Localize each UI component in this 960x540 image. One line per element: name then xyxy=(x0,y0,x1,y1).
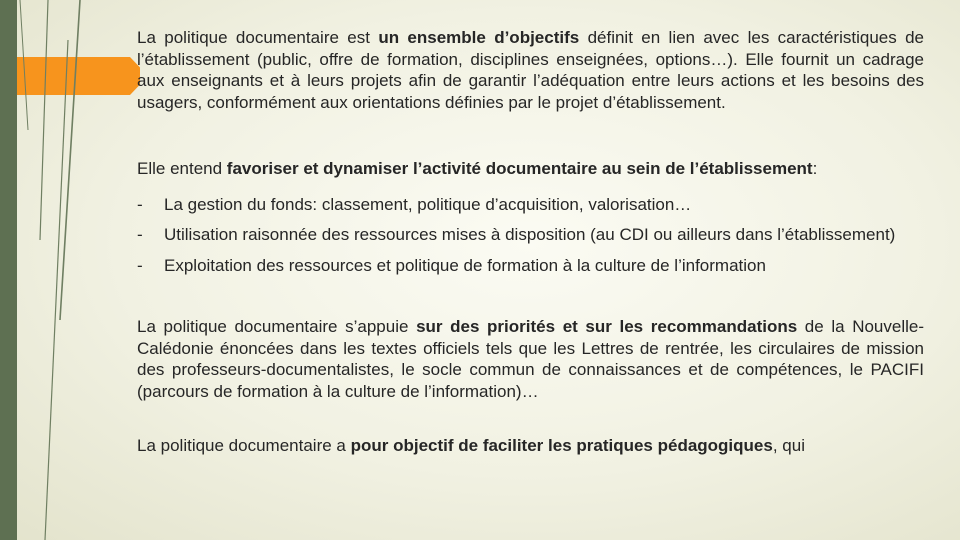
paragraph-4-bold: pour objectif de faciliter les pratiques pédagogiques xyxy=(350,436,773,455)
paragraph-3-text-b: de la Nouvelle-Calédonie énoncées dans les textes officiels tels que les Lettres de rentrée, les circulaires de mission des professeurs-documentalistes, le socle commun de connaissances et de compétences, le PACIFI (parcours de formation à la culture de l’information)… xyxy=(137,317,925,401)
paragraph-4-text-b: , qui xyxy=(772,436,805,455)
paragraph-2 xyxy=(137,158,924,180)
bullet-marker: - xyxy=(137,194,143,214)
paragraph-4 xyxy=(137,435,924,457)
bullet-marker: - xyxy=(137,225,143,244)
list-item xyxy=(137,194,924,216)
deco-line-4 xyxy=(45,40,68,540)
list-item-text: Exploitation des ressources et politique de formation à la culture de l’information xyxy=(164,255,766,275)
paragraph-3-bold: sur des priorités et sur les recommandations xyxy=(416,317,798,336)
paragraph-2-text-a: Elle entend xyxy=(137,159,227,178)
paragraph-3-text-a: La politique documentaire s’appuie xyxy=(137,317,417,336)
paragraph-4-text-a: La politique documentaire a xyxy=(137,436,351,455)
paragraph-1-text-b: définit en lien avec les caractéristiques de l’établissement (public, offre de formation, disciplines enseignées, options…). Elle fournit un cadrage aux enseignants et à leurs projets afin de garantir l’adéquation entre leurs actions et les besoins des usagers, conformément aux orientations définies par le projet d’établissement. xyxy=(137,28,924,112)
paragraph-2-text-b: : xyxy=(812,159,818,178)
list-item xyxy=(137,224,924,246)
deco-line-2 xyxy=(40,0,48,240)
bullet-marker: - xyxy=(137,255,143,275)
orange-arrow-shape xyxy=(17,57,140,95)
paragraph-1-bold: un ensemble d’objectifs xyxy=(378,28,580,47)
paragraph-1 xyxy=(137,27,924,113)
list-item-text: La gestion du fonds: classement, politique d’acquisition, valorisation… xyxy=(164,194,692,214)
paragraph-1-text-a: La politique documentaire est xyxy=(137,28,379,47)
decorative-lines xyxy=(0,0,140,540)
paragraph-2-bold: favoriser et dynamiser l’activité documentaire au sein de l’établissement xyxy=(226,159,813,178)
list-item xyxy=(137,255,924,277)
slide-content xyxy=(137,27,924,457)
paragraph-3 xyxy=(137,316,924,402)
list-item-text: Utilisation raisonnée des ressources mises à disposition (au CDI ou ailleurs dans l’établissement) xyxy=(164,225,896,244)
bullet-list xyxy=(137,194,924,277)
